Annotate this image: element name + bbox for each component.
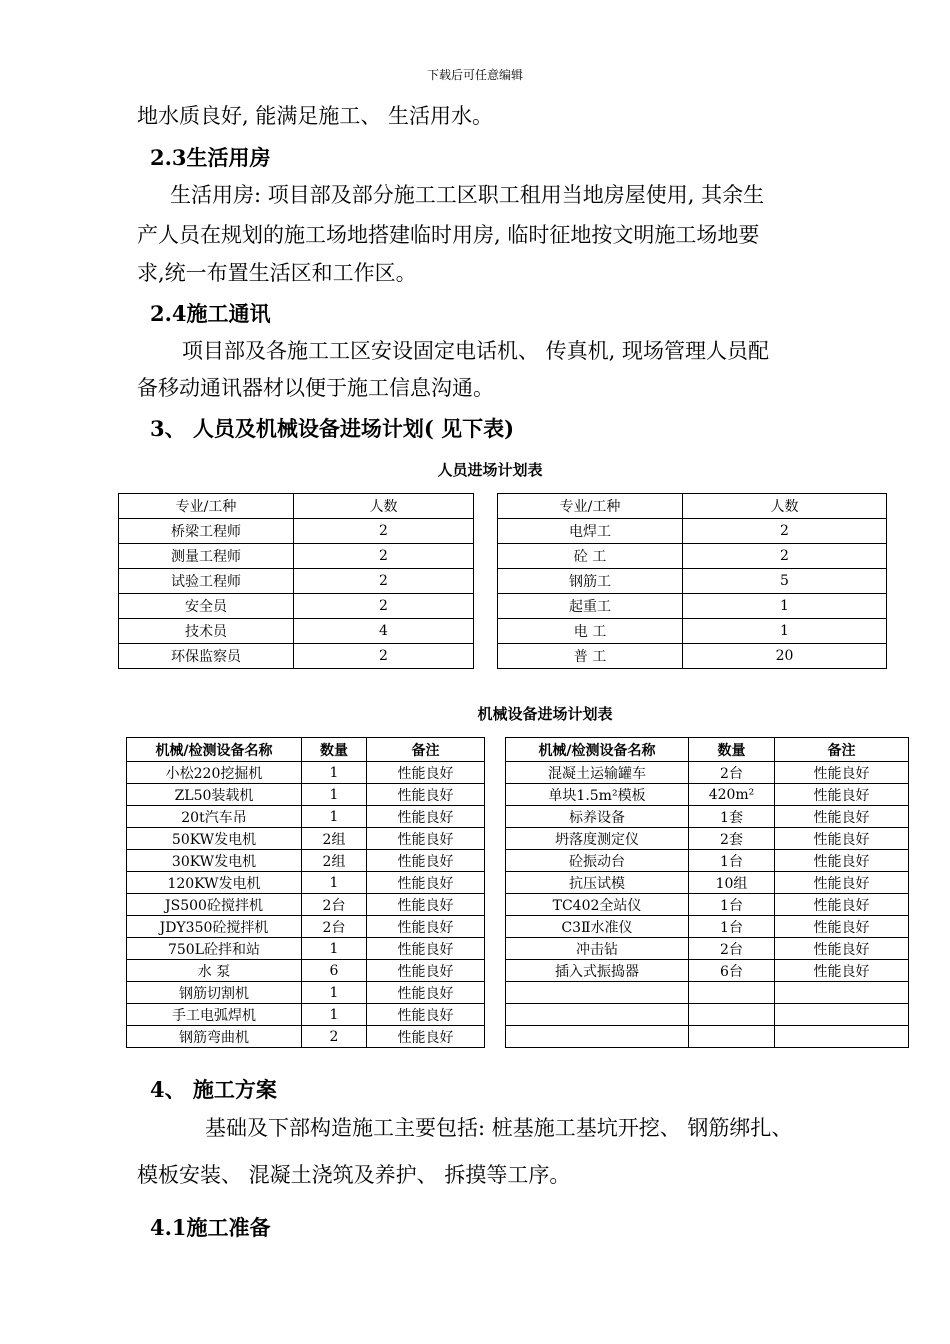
- table-cell: 1套: [689, 806, 775, 828]
- table-cell: 2台: [689, 938, 775, 960]
- table-cell: 750L砼拌和站: [127, 938, 302, 960]
- table-row: [119, 619, 887, 644]
- table-row: [127, 982, 909, 1004]
- table-row: [119, 644, 887, 669]
- header-cell: 备注: [367, 738, 485, 762]
- section-heading-4: 4、 施工方案: [150, 1077, 277, 1102]
- machinery-table-caption: 机械设备进场计划表: [477, 705, 613, 723]
- header-cell: 专业/工种: [498, 494, 683, 519]
- table-row: [127, 850, 909, 872]
- table-cell: 30KW发电机: [127, 850, 302, 872]
- table-cell: 2台: [302, 894, 367, 916]
- table-cell: 性能良好: [775, 872, 909, 894]
- table-cell: 性能良好: [775, 850, 909, 872]
- table-cell: 2: [294, 544, 474, 569]
- table-cell: 1: [302, 806, 367, 828]
- table-cell: [775, 1004, 909, 1026]
- table-cell: 混凝土运输罐车: [506, 762, 689, 784]
- table-cell: 试验工程师: [119, 569, 294, 594]
- table-cell: 1: [302, 938, 367, 960]
- page-header: 下载后可任意编辑: [426, 68, 523, 82]
- table-cell: 冲击钻: [506, 938, 689, 960]
- table-cell: 坍落度测定仪: [506, 828, 689, 850]
- table-cell: 桥梁工程师: [119, 519, 294, 544]
- table-cell: 性能良好: [367, 894, 485, 916]
- table-row: [127, 938, 909, 960]
- machinery-table: [126, 737, 909, 1048]
- table-cell: 钢筋工: [498, 569, 683, 594]
- table-cell: 1台: [689, 894, 775, 916]
- paragraph-line: 求,统一布置生活区和工作区。: [137, 261, 417, 285]
- table-cell: 2组: [302, 850, 367, 872]
- table-cell: 1台: [689, 850, 775, 872]
- table-cell: 技术员: [119, 619, 294, 644]
- section-heading-2-4: 2.4施工通讯: [150, 301, 271, 326]
- table-cell: 1: [302, 784, 367, 806]
- header-cell: 人数: [683, 494, 887, 519]
- table-cell: 5: [683, 569, 887, 594]
- table-cell: 小松220挖掘机: [127, 762, 302, 784]
- table-cell: 标养设备: [506, 806, 689, 828]
- paragraph-line: 基础及下部构造施工主要包括: 桩基施工基坑开挖、 钢筋绑扎、: [205, 1116, 793, 1140]
- table-spacer: [474, 494, 498, 669]
- table-cell: [775, 1026, 909, 1048]
- table-row: [119, 569, 887, 594]
- table-cell: 1: [302, 1004, 367, 1026]
- table-cell: TC402全站仪: [506, 894, 689, 916]
- table-row: [127, 1026, 909, 1048]
- table-cell: 普 工: [498, 644, 683, 669]
- header-cell: 数量: [689, 738, 775, 762]
- table-row: [127, 806, 909, 828]
- table-cell: 1: [683, 619, 887, 644]
- table-cell: 性能良好: [775, 828, 909, 850]
- table-cell: [689, 982, 775, 1004]
- table-cell: 2: [302, 1026, 367, 1048]
- table-cell: 性能良好: [367, 850, 485, 872]
- personnel-table-caption: 人员进场计划表: [437, 461, 543, 479]
- table-cell: 砼振动台: [506, 850, 689, 872]
- table-cell: [506, 982, 689, 1004]
- table-cell: 性能良好: [367, 872, 485, 894]
- table-cell: 2台: [689, 762, 775, 784]
- paragraph-line: 模板安装、 混凝土浇筑及养护、 拆摸等工序。: [137, 1163, 571, 1187]
- table-cell: 性能良好: [775, 916, 909, 938]
- table-cell: 2: [294, 644, 474, 669]
- table-cell: 2: [294, 519, 474, 544]
- table-cell: 钢筋弯曲机: [127, 1026, 302, 1048]
- table-cell: 性能良好: [367, 982, 485, 1004]
- header-cell: 人数: [294, 494, 474, 519]
- table-cell: [775, 982, 909, 1004]
- table-cell: C3Ⅱ水准仪: [506, 916, 689, 938]
- table-header-row: [119, 494, 887, 519]
- table-cell: 6台: [689, 960, 775, 982]
- header-cell: 机械/检测设备名称: [127, 738, 302, 762]
- table-cell: 起重工: [498, 594, 683, 619]
- table-row: [127, 828, 909, 850]
- table-cell: 手工电弧焊机: [127, 1004, 302, 1026]
- header-cell: 数量: [302, 738, 367, 762]
- table-cell: 2套: [689, 828, 775, 850]
- table-cell: 性能良好: [775, 960, 909, 982]
- table-cell: ZL50装载机: [127, 784, 302, 806]
- table-cell: 性能良好: [367, 938, 485, 960]
- table-row: [127, 916, 909, 938]
- table-cell: JS500砼搅拌机: [127, 894, 302, 916]
- table-cell: 1: [302, 982, 367, 1004]
- table-cell: 性能良好: [367, 784, 485, 806]
- table-cell: 性能良好: [775, 938, 909, 960]
- table-cell: 1台: [689, 916, 775, 938]
- table-row: [119, 544, 887, 569]
- table-cell: 2: [683, 544, 887, 569]
- table-row: [119, 519, 887, 544]
- table-cell: 2: [294, 569, 474, 594]
- table-cell: 1: [302, 762, 367, 784]
- table-header-row: [127, 738, 909, 762]
- table-cell: JDY350砼搅拌机: [127, 916, 302, 938]
- header-cell: 机械/检测设备名称: [506, 738, 689, 762]
- table-cell: [689, 1004, 775, 1026]
- table-cell: 120KW发电机: [127, 872, 302, 894]
- table-cell: 抗压试模: [506, 872, 689, 894]
- paragraph-line: 地水质良好, 能满足施工、 生活用水。: [137, 104, 494, 128]
- table-cell: 水 泵: [127, 960, 302, 982]
- table-cell: 20t汽车吊: [127, 806, 302, 828]
- table-cell: 1: [683, 594, 887, 619]
- table-cell: 环保监察员: [119, 644, 294, 669]
- table-cell: 性能良好: [367, 806, 485, 828]
- table-cell: 钢筋切割机: [127, 982, 302, 1004]
- paragraph-line: 生活用房: 项目部及部分施工工区职工租用当地房屋使用, 其余生: [170, 183, 765, 207]
- paragraph-line: 备移动通讯器材以便于施工信息沟通。: [137, 376, 494, 400]
- table-cell: 性能良好: [775, 894, 909, 916]
- table-row: [127, 1004, 909, 1026]
- table-cell: 测量工程师: [119, 544, 294, 569]
- table-cell: 性能良好: [367, 960, 485, 982]
- table-cell: 性能良好: [367, 762, 485, 784]
- table-cell: 6: [302, 960, 367, 982]
- table-row: [127, 960, 909, 982]
- table-cell: 2台: [302, 916, 367, 938]
- table-cell: 420m²: [689, 784, 775, 806]
- table-cell: 1: [302, 872, 367, 894]
- header-cell: 备注: [775, 738, 909, 762]
- table-row: [127, 872, 909, 894]
- personnel-table: [118, 493, 887, 669]
- table-cell: 性能良好: [367, 916, 485, 938]
- table-cell: 单块1.5m²模板: [506, 784, 689, 806]
- table-cell: 2组: [302, 828, 367, 850]
- table-cell: 50KW发电机: [127, 828, 302, 850]
- table-cell: [506, 1004, 689, 1026]
- table-cell: [689, 1026, 775, 1048]
- table-cell: 电焊工: [498, 519, 683, 544]
- section-heading-2-3: 2.3生活用房: [150, 145, 271, 170]
- table-cell: 性能良好: [367, 1026, 485, 1048]
- table-spacer: [485, 738, 506, 1048]
- paragraph-line: 项目部及各施工工区安设固定电话机、 传真机, 现场管理人员配: [182, 339, 770, 363]
- table-cell: [506, 1026, 689, 1048]
- table-cell: 安全员: [119, 594, 294, 619]
- table-cell: 电 工: [498, 619, 683, 644]
- table-cell: 性能良好: [775, 762, 909, 784]
- table-cell: 20: [683, 644, 887, 669]
- table-cell: 性能良好: [775, 784, 909, 806]
- table-row: [127, 894, 909, 916]
- table-cell: 2: [294, 594, 474, 619]
- table-cell: 4: [294, 619, 474, 644]
- table-row: [127, 784, 909, 806]
- section-heading-4-1: 4.1施工准备: [150, 1215, 271, 1240]
- table-cell: 性能良好: [367, 828, 485, 850]
- table-row: [127, 762, 909, 784]
- section-heading-3: 3、 人员及机械设备进场计划( 见下表): [150, 416, 515, 441]
- table-cell: 10组: [689, 872, 775, 894]
- table-cell: 性能良好: [367, 1004, 485, 1026]
- table-cell: 2: [683, 519, 887, 544]
- table-row: [119, 594, 887, 619]
- header-cell: 专业/工种: [119, 494, 294, 519]
- table-cell: 插入式振捣器: [506, 960, 689, 982]
- table-cell: 砼 工: [498, 544, 683, 569]
- paragraph-line: 产人员在规划的施工场地搭建临时用房, 临时征地按文明施工场地要: [137, 223, 760, 247]
- table-cell: 性能良好: [775, 806, 909, 828]
